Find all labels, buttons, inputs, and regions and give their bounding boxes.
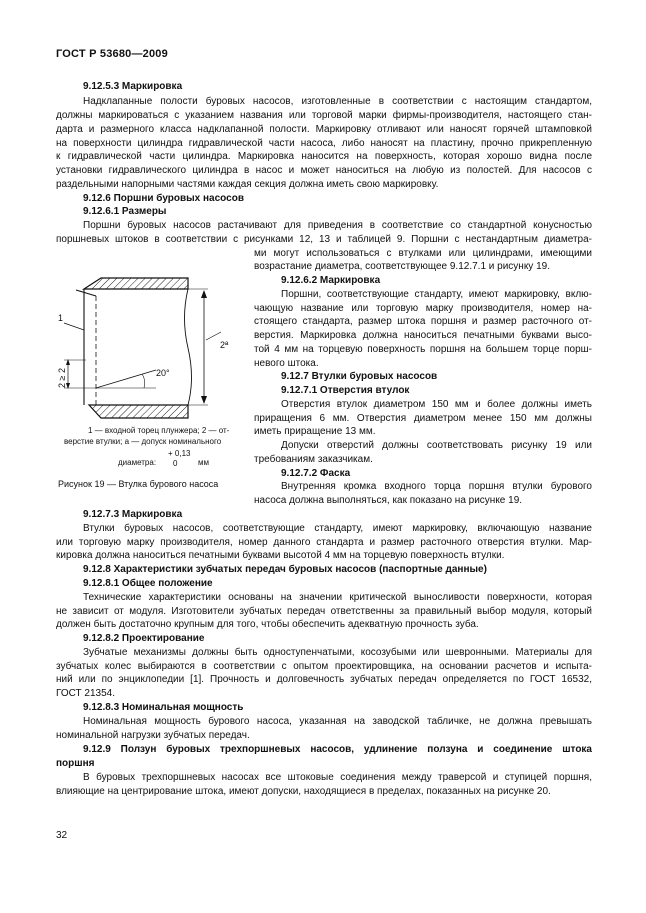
paragraph-line: Отверстия втулок диаметром 150 мм и более должны иметь [281,399,592,410]
paragraph-line: влияющие на центрирование штока, имеют допуски, находящиеся в пределах, показанных на рисунке 20. [56,786,551,797]
document-header: ГОСТ Р 53680—2009 [56,48,168,60]
paragraph-line: возрастание диаметра, соответствующее 9.12.7.1 и рисунку 19. [254,261,550,272]
paragraph-line: поршневых штоков в соответствии с рисунками 12, 13 и таблицей 9. Поршни с нестандартным диаметра- [56,234,592,245]
paragraph-line: насоса должна выполняться, как показано на рисунке 19. [254,495,523,506]
paragraph-line: невого штока. [254,358,319,369]
paragraph-line: Втулки буровых насосов, соответствующие стандарту, имеют маркировку, включающую название [83,523,592,534]
figure-label-angle: 20° [156,368,170,378]
sleeve-drawing-svg [56,268,246,423]
paragraph-line: приращения 6 мм. Отверстия диаметром менее 150 мм должны [254,413,592,424]
figure-label-dim: 2 ≥ 2 [57,368,67,388]
paragraph-line: Зубчатые механизмы должны быть одноступенчатыми, косозубыми или шевронными. Материалы для [83,647,592,658]
figure-note-line: верстие втулки; a — допуск номинального [64,437,222,446]
figure-19-sleeve-drawing [56,268,246,423]
section-heading-9-12-7-1: 9.12.7.1 Отверстия втулок [281,385,410,396]
section-heading-9-12-7: 9.12.7 Втулки буровых насосов [281,371,438,382]
paragraph-line: той 4 мм на торцевую поверхность поршня на большем торце порш- [254,344,592,355]
paragraph-line: на поверхности цилиндра гидравлической части насоса, либо наносят на пластину, прочно прикрепленную [56,138,592,149]
paragraph-line: установки гидравлического цилиндра в насос и может наноситься на любую из полостей. Для насосов с [56,165,592,176]
section-heading-9-12-8-2: 9.12.8.2 Проектирование [83,633,205,644]
paragraph-line: кировка должна наноситься печатными буквами высотой 4 мм на торцевую поверхность втулки. [56,550,505,561]
figure-label-2a: 2ª [220,340,229,350]
page-number: 32 [56,830,68,841]
paragraph-line: Допуски отверстий должны соответствовать рисунку 19 или [281,440,592,451]
section-heading-9-12-6: 9.12.6 Поршни буровых насосов [83,193,244,204]
paragraph-line: или торговую марку производителя, номер данного стандарта и размер расточного отверстия втулки. Мар- [56,537,592,548]
tolerance-unit: мм [198,458,209,467]
section-heading-9-12-6-1: 9.12.6.1 Размеры [83,206,167,217]
paragraph-line: дарта и размерного класса надклапанной полости. Маркировку отливают или наносят горячей штамповкой [56,124,592,135]
paragraph-line: требованиям заказчикам. [254,454,373,465]
paragraph-line: Поршни, соответствующие стандарту, имеют маркировку, вклю- [281,289,592,300]
paragraph-line: верстия. Маркировка должна наноситься печатными буквами высо- [254,330,592,341]
paragraph-line: Поршни буровых насосов растачивают для приведения в соответствие со стандартной конусностью [83,220,592,231]
paragraph-line: номинальной нагрузки зубчатых передач. [56,730,250,741]
tolerance-upper: + 0,13 [168,449,191,458]
section-heading-9-12-9-cont: поршня [56,758,95,769]
paragraph-line: ний или по энциклопедии [1]. Прочность и долговечность зубчатых передач определяется по ГОСТ 16532, [56,674,592,685]
paragraph-line: раздельными напорными частями каждая секция должна иметь свою маркировку. [56,179,439,190]
sleeve-bottom-wall [89,405,188,418]
tolerance-lower: 0 [173,459,178,468]
figure-note-line: 1 — входной торец плунжера; 2 — от- [88,426,230,435]
paragraph-line: ми могут использоваться с втулками или цилиндрами, имеющими [254,248,592,259]
section-heading-9-12-8: 9.12.8 Характеристики зубчатых передач буровых насосов (паспортные данные) [83,564,487,575]
section-heading-9-12-8-3: 9.12.8.3 Номинальная мощность [83,702,244,713]
figure-label-1: 1 [58,313,64,323]
paragraph-line: Номинальная мощность бурового насоса, указанная на заводской табличке, не должна превышать [83,716,592,727]
section-heading-9-12-7-2: 9.12.7.2 Фаска [281,468,351,479]
paragraph-line: к гидравлической части цилиндра. Маркировка наносится на поверхность, которая хорошо видна после [56,151,592,162]
paragraph-line: стоящего стандарта, размер штока поршня и размер расточного от- [254,316,592,327]
paragraph-line: зубчатых колес выбираются в соответствии с опытом проектировщика, на основании расчетов и испыта- [56,661,592,672]
paragraph-line: иметь приращение 13 мм. [254,426,376,437]
section-heading-9-12-7-3: 9.12.7.3 Маркировка [83,509,183,520]
paragraph-line: Надклапанные полости буровых насосов, изготовленные в соответствии с настоящим стандартом, [83,96,592,107]
section-heading-9-12-6-2: 9.12.6.2 Маркировка [281,275,381,286]
paragraph-line: ГОСТ 21354. [56,688,115,699]
paragraph-line: чающую название или торговую марку производителя, номер на- [254,303,592,314]
sleeve-top-wall [84,278,188,289]
paragraph-line: В буровых трехпоршневых насосах все штоковые соединения между траверсой и ступицей поршня, [83,772,592,783]
figure-caption: Рисунок 19 — Втулка бурового насоса [58,479,219,489]
paragraph-line: должен быть достаточно крупным для того, чтобы обеспечить адекватную прочность зуба. [56,619,479,630]
section-heading-9-12-8-1: 9.12.8.1 Общее положение [83,578,213,589]
paragraph-line: должны маркироваться с указанием названия или торговой марки фирмы-производителя, настоящего стан- [56,110,592,121]
paragraph-line: Внутренняя кромка входного торца поршня втулки бурового [281,481,592,492]
paragraph-line: не зависит от модуля. Изготовители зубчатых передач ответственны за правильный выбор модуля, который [56,606,592,617]
section-heading-9-12-5-3: 9.12.5.3 Маркировка [83,81,183,92]
paragraph-line: Технические характеристики основаны на значении критической выносливости поверхности, которая [83,592,592,603]
figure-note-label: диаметра: [118,458,157,467]
section-heading-9-12-9: 9.12.9 Ползун буровых трехпоршневых насосов, удлинение ползуна и соединение штока [83,744,592,755]
